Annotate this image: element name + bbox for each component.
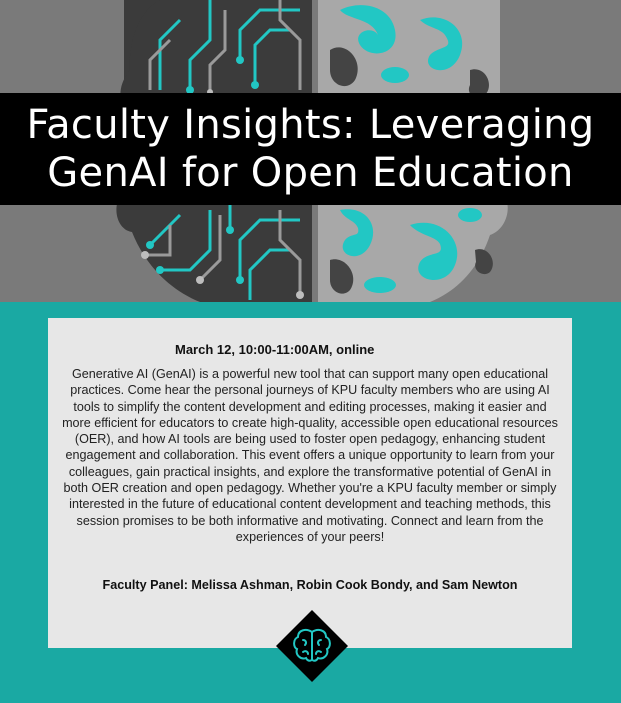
faculty-panel: Faculty Panel: Melissa Ashman, Robin Cook Bondy, and Sam Newton	[102, 578, 518, 592]
title-banner	[0, 93, 621, 205]
event-date: March 12, 10:00-11:00AM, online	[175, 342, 375, 357]
event-details-card	[48, 318, 572, 648]
brain-icon	[276, 610, 348, 682]
event-title-line-1: Faculty Insights: Leveraging	[26, 102, 595, 148]
event-description: Generative AI (GenAI) is a powerful new tool that can support many open educational practices. Come hear the personal journeys of KPU faculty members who are using AI tools to simplify the content development and editing processes, making it easier and more efficient for educators to create high-quality, accessible open educational resources (OER), and how AI tools are being used to foster open pedagogy, enhancing student engagement and collaboration. This event offers a unique opportunity to learn from your colleagues, gain practical insights, and explore the transformative potential of GenAI in both OER creation and open pedagogy. Whether you're a KPU faculty member or simply interested in the future of educational content development and teaching methods, this session promises to be both informative and motivating. Connect and learn from the experiences of your peers!	[62, 367, 558, 544]
event-title-line-2: GenAI for Open Education	[47, 150, 574, 196]
